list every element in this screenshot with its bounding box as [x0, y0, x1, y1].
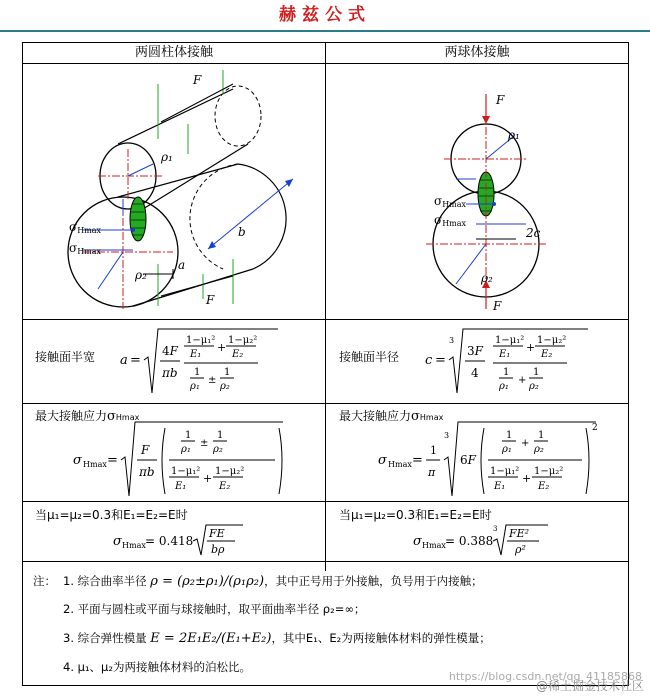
svg-text:1: 1: [506, 430, 513, 441]
svg-text:σ: σ: [378, 453, 387, 468]
svg-text:σ: σ: [413, 534, 422, 549]
label-rho1: ρ₁: [161, 150, 173, 164]
row-divider-3: [23, 501, 628, 502]
svg-text:1: 1: [538, 430, 545, 441]
note-2: 2. 平面与圆柱或平面与球接触时，取平面曲率半径 ρ₂=∞；: [63, 602, 366, 616]
svg-text:1: 1: [503, 367, 510, 378]
svg-text:+: +: [526, 341, 536, 354]
svg-text:E₂: E₂: [232, 349, 244, 360]
overlay-brand: @稀土掘金技术社区: [535, 679, 644, 693]
svg-text:F: F: [141, 443, 150, 457]
svg-text:πb: πb: [139, 465, 155, 479]
svg-text:±: ±: [200, 438, 209, 449]
row-divider-1: [23, 319, 628, 320]
svg-text:E₁: E₁: [499, 349, 511, 360]
svg-text:FE: FE: [209, 527, 225, 540]
svg-text:1: 1: [224, 367, 231, 378]
svg-text:ρ₁: ρ₁: [502, 444, 512, 455]
svg-text:1: 1: [217, 430, 224, 441]
svg-text:= 0.418: = 0.418: [145, 534, 194, 548]
svg-text:Hmax: Hmax: [422, 541, 446, 550]
svg-text:+: +: [203, 472, 213, 485]
radius-formula: [423, 325, 623, 400]
max-stress-label-2: 最大接触应力σHmax: [339, 409, 444, 424]
note-4: 4. μ₁、μ₂为两接触体材料的泊松比。: [63, 660, 251, 674]
svg-text:+: +: [217, 341, 227, 354]
svg-text:πb: πb: [162, 366, 178, 380]
label-F-top-sphere: F: [496, 93, 505, 107]
title-rule: [0, 30, 650, 32]
label-sigma-2: σHmax: [69, 241, 102, 256]
svg-text:1: 1: [430, 444, 437, 457]
simplified-stress-cyl: [113, 521, 313, 559]
label-F-bottom: F: [206, 293, 215, 307]
svg-text:1−μ₁²: 1−μ₁²: [495, 335, 525, 346]
svg-text:1−μ₂²: 1−μ₂²: [534, 466, 564, 477]
header-cylinders: 两圆柱体接触: [134, 45, 213, 60]
label-a: a: [178, 258, 186, 272]
svg-text:c: c: [425, 353, 433, 368]
label-b: b: [238, 225, 246, 239]
radius-label: 接触面半径: [339, 350, 400, 364]
svg-text:ρ₂: ρ₂: [220, 381, 230, 392]
svg-text:1−μ₂²: 1−μ₂²: [215, 466, 245, 477]
svg-text:bρ: bρ: [211, 543, 225, 556]
svg-text:E₁: E₁: [190, 349, 202, 360]
simplified-stress-sph: [413, 521, 613, 559]
svg-text:1−μ₂²: 1−μ₂²: [537, 335, 567, 346]
svg-text:FE²: FE²: [509, 527, 530, 540]
svg-text:=: =: [107, 453, 118, 468]
svg-text:1: 1: [185, 430, 192, 441]
max-stress-formula-cyl: [73, 418, 313, 500]
svg-text:E₂: E₂: [538, 481, 550, 492]
svg-text:2: 2: [592, 423, 598, 433]
svg-text:a: a: [120, 353, 128, 368]
label-F-bottom-sphere: F: [493, 299, 502, 313]
svg-text:3F: 3F: [467, 344, 483, 358]
svg-text:ρ₁: ρ₁: [190, 381, 200, 392]
half-width-formula: [118, 325, 318, 400]
svg-text:3: 3: [444, 431, 450, 440]
svg-text:3: 3: [449, 336, 455, 345]
condition-2: 当μ₁=μ₂=0.3和E₁=E₂=E时: [339, 508, 492, 522]
watermark: https://blog.csdn.net/qq_41185868: [448, 670, 642, 683]
svg-text:Hmax: Hmax: [388, 460, 412, 469]
svg-text:ρ₁: ρ₁: [499, 381, 509, 392]
svg-text:E₁: E₁: [175, 481, 187, 492]
half-width-label: 接触面半宽: [35, 350, 96, 364]
label-2c: 2c: [526, 226, 541, 240]
svg-text:σ: σ: [73, 453, 82, 468]
label-F-top: F: [193, 73, 202, 87]
svg-text:ρ₂: ρ₂: [213, 444, 223, 455]
note-prefix: 注：: [33, 574, 56, 588]
page-title: 赫兹公式: [279, 5, 371, 25]
svg-text:ρ²: ρ²: [515, 543, 526, 556]
label-sigma-sphere-1: σHmax: [434, 194, 467, 209]
svg-text:Hmax: Hmax: [122, 541, 146, 550]
label-rho2-sphere: ρ₂: [481, 271, 493, 285]
svg-text:3: 3: [493, 525, 498, 533]
row-divider-2: [23, 403, 628, 404]
svg-text:= 0.388: = 0.388: [445, 534, 494, 548]
label-rho2: ρ₂: [135, 268, 147, 282]
header-spheres: 两球体接触: [444, 45, 510, 60]
note-1: 1. 综合曲率半径 ρ = (ρ₂±ρ₁)/(ρ₁ρ₂)，其中正号用于外接触，负号用于内接触；: [63, 574, 483, 589]
svg-text:σ: σ: [113, 534, 122, 549]
svg-text:ρ₂: ρ₂: [529, 381, 539, 392]
cylinder-contact-diagram: [23, 64, 325, 319]
row-divider-4: [23, 561, 628, 562]
svg-text:=: =: [412, 453, 423, 468]
label-sigma-1: σHmax: [69, 220, 102, 235]
svg-text:1−μ₂²: 1−μ₂²: [228, 335, 258, 346]
max-stress-formula-sph: [378, 418, 623, 500]
svg-text:π: π: [428, 466, 436, 479]
svg-text:+: +: [522, 472, 532, 485]
svg-text:E₂: E₂: [541, 349, 553, 360]
svg-text:1: 1: [194, 367, 201, 378]
hertz-table: [22, 42, 629, 686]
svg-text:1−μ₁²: 1−μ₁²: [490, 466, 520, 477]
label-sigma-sphere-2: σHmax: [434, 213, 467, 228]
svg-text:6F: 6F: [460, 453, 476, 467]
svg-text:4: 4: [471, 366, 479, 380]
svg-text:+: +: [518, 375, 527, 386]
svg-text:1: 1: [533, 367, 540, 378]
condition-1: 当μ₁=μ₂=0.3和E₁=E₂=E时: [35, 508, 188, 522]
svg-text:Hmax: Hmax: [83, 460, 107, 469]
svg-text:ρ₁: ρ₁: [181, 444, 191, 455]
svg-text:1−μ₁²: 1−μ₁²: [171, 466, 201, 477]
svg-text:=: =: [435, 353, 446, 368]
svg-text:+: +: [521, 438, 530, 449]
label-rho1-sphere: ρ₁: [508, 128, 520, 142]
svg-text:4F: 4F: [162, 344, 178, 358]
svg-text:±: ±: [208, 375, 217, 386]
svg-text:=: =: [130, 353, 141, 368]
svg-text:1−μ₁²: 1−μ₁²: [186, 335, 216, 346]
max-stress-label-1: 最大接触应力σHmax: [35, 409, 140, 424]
svg-text:E₁: E₁: [494, 481, 506, 492]
svg-text:ρ₂: ρ₂: [534, 444, 544, 455]
sphere-contact-diagram: [326, 64, 628, 319]
note-3: 3. 综合弹性模量 E = 2E₁E₂/(E₁+E₂)，其中E₁、E₂为两接触体材料的弹性模量；: [63, 631, 491, 646]
svg-text:E₂: E₂: [219, 481, 231, 492]
